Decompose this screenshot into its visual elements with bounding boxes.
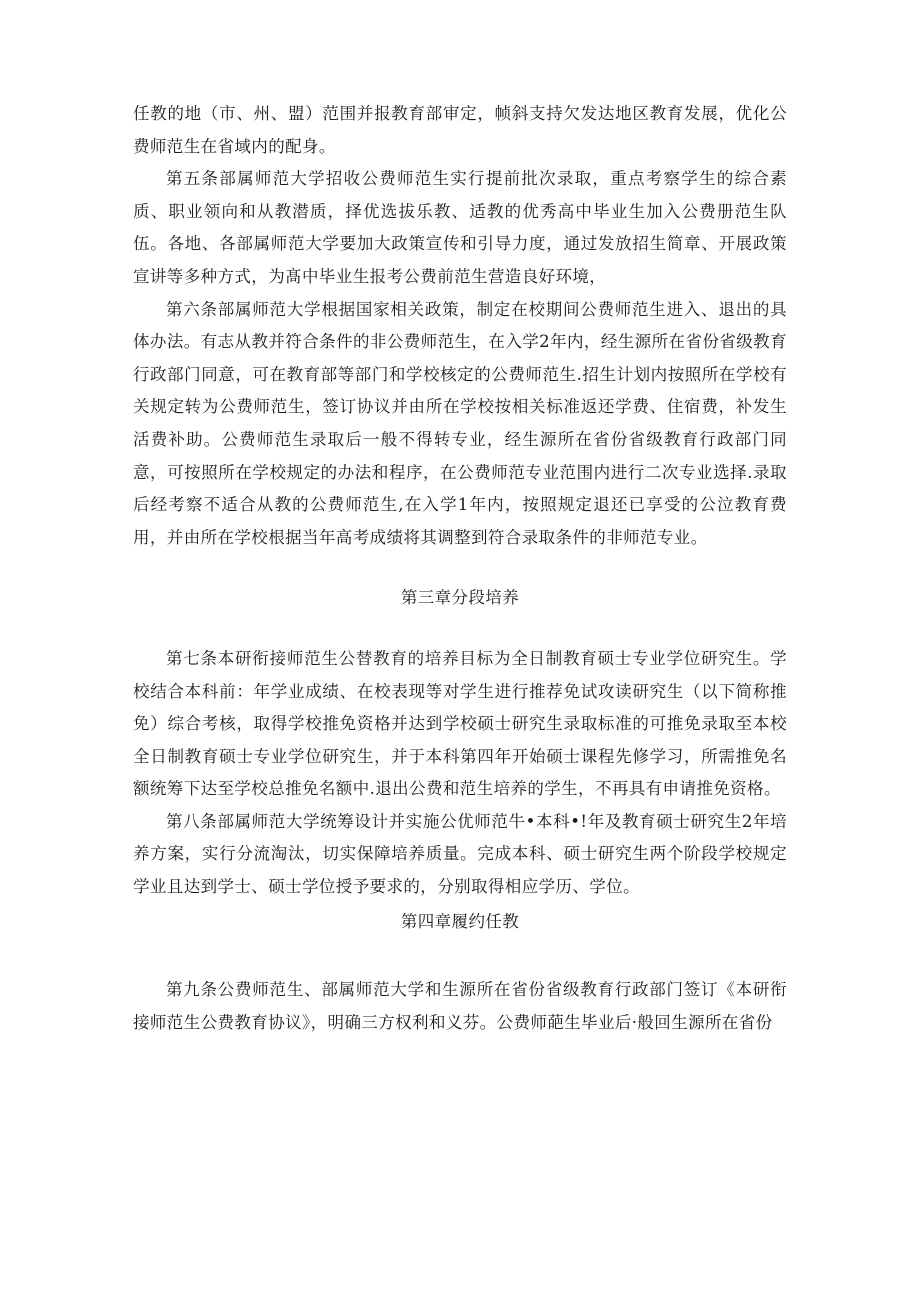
- paragraph-article-5: 第五条部属师范大学招收公费师范生实行提前批次录取，重点考察学生的综合素质、职业领向和从教潜质，择优选拔乐教、适教的优秀高中毕业生加入公费册范生队伍。各地、各部属师范大学要加大政策宣传和引导力度，通过发放招生简章、开展政策宣讲等多种方式，为髙中毕业生报考公费前范生营造良好环境，: [133, 169, 787, 286]
- paragraph-article-6: 第六条部属师范大学根据国家相关政策，制定在校期间公费师范生进入、退出的具体办法。有志从教并符合条件的非公费师范生，在入学2年内，经生源所在省份省级教育行政部门同意，可在教育部等部门和学校核定的公费师范生.招生计划内按照所在学校有关规定转为公费师范生，签订协议并由所在学校按相关标准返还学费、住宿费，补发生活费补助。公费师范生录取后一般不得转专业，经生源所在省份省级教育行政部门同意，可按照所在学校规定的办法和程序，在公费师范专业范围内进行二次专业选择.录取后经考察不适合从教的公费师范生,在入学1年内，按照规定退还已享受的公泣教育费用，并由所在学校根据当年高考成绩将其调整到符合录取条件的非师范专业。: [133, 299, 787, 547]
- paragraph-article-7: 第七条本研衔接师范生公替教育的培养目标为全日制教育硕士专业学位研究生。学校结合本科前：年学业成绩、在校表现等对学生进行推荐免试攻读研究生（以下简称推免）综合考核，取得学校推免资格并达到学校硕士研究生录取标准的可推免录取至本校全日制教育硕士专业学位研究生，并于本科第四年开始硕士课程先修学习，所需推免名额统筹下达至学校总推免名额中.退出公费和范生培养的学生，不再具有申请推免资格。: [133, 648, 787, 799]
- chapter-4-heading: 第四章履约任教: [400, 911, 520, 931]
- document-body: [133, 98, 787, 1039]
- chapter-3-heading: 第三章分段培养: [400, 588, 520, 608]
- paragraph-continuation: 任教的地（市、州、盟）范围并报教育部审定，帧斜支持欠发达地区教育发展，优化公费师范生在省域内的配身。: [133, 104, 787, 156]
- paragraph-article-8: 第八条部属师范大学统筹设计并实施公优师范牛•本科•!年及教育硕士研究生2年培养方案，实行分流淘汰，切实保障培养质量。完成本科、硕士研究生两个阶段学校规定学业且达到学士、硕士学位授予要求的，分别取得相应学历、学位。: [133, 811, 787, 897]
- paragraph-article-9: 第九条公费师范生、部属师范大学和生源所在省份省级教育行政部门签订《本研衔接师范生公费教育协议》，明确三方权利和义芬。公费师葩生毕业后·般回生源所在省份: [133, 980, 787, 1032]
